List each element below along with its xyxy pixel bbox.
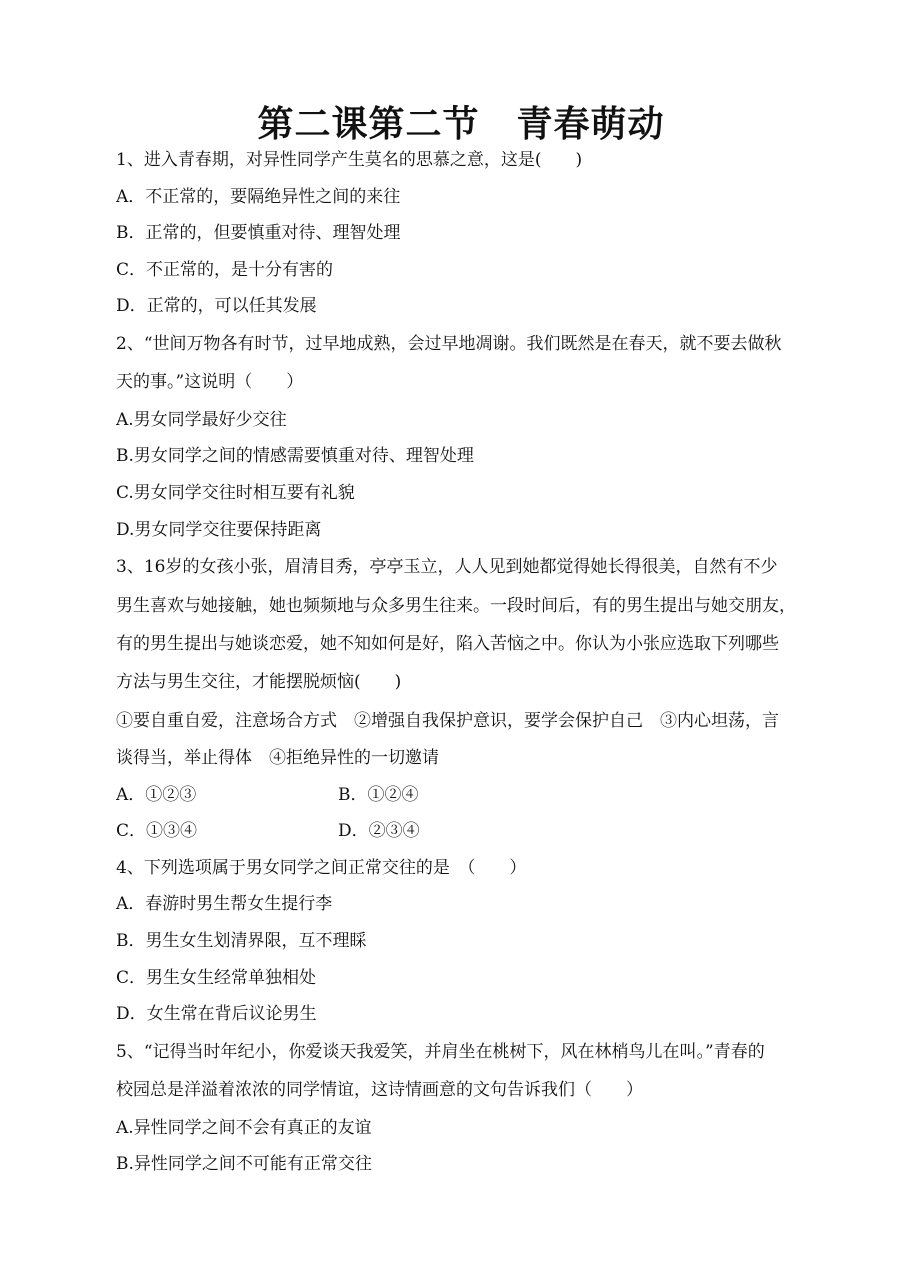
question-2-option-a: A.男女同学最好少交往 bbox=[116, 409, 287, 430]
question-3-option-row-2 bbox=[116, 813, 816, 850]
question-4-stem: 4、下列选项属于男女同学之间正常交往的是 （ ） bbox=[116, 857, 527, 878]
question-3-option-c: C．①③④ bbox=[116, 821, 198, 842]
question-3-stem-line-6: 谈得当，举止得体 ④拒绝异性的一切邀请 bbox=[116, 748, 439, 769]
question-3-stem-line-4: 方法与男生交往，才能摆脱烦恼( ) bbox=[116, 672, 402, 693]
question-4-option-a: A．春游时男生帮女生提行李 bbox=[116, 894, 333, 915]
question-3-stem-line-3: 有的男生提出与她谈恋爱，她不知如何是好，陷入苦恼之中。你认为小张应选取下列哪些 bbox=[116, 633, 779, 654]
question-3-stem-line-5: ①要自重自爱，注意场合方式 ②增强自我保护意识，要学会保护自己 ③内心坦荡，言 bbox=[116, 710, 779, 731]
question-3-stem-line-1: 3、16岁的女孩小张，眉清目秀，亭亭玉立，人人见到她都觉得她长得很美，自然有不少 bbox=[116, 557, 778, 578]
question-2-stem-line-1: 2、“世间万物各有时节，过早地成熟，会过早地凋谢。我们既然是在春天，就不要去做秋 bbox=[116, 333, 782, 354]
question-5-stem-line-2: 校园总是洋溢着浓浓的同学情谊，这诗情画意的文句告诉我们（ ） bbox=[116, 1080, 643, 1101]
question-3-option-d: D．②③④ bbox=[338, 821, 420, 842]
question-4-option-d: D．女生常在背后议论男生 bbox=[116, 1004, 317, 1025]
question-1-option-c: C．不正常的，是十分有害的 bbox=[116, 259, 334, 280]
question-1-option-a: A．不正常的，要隔绝异性之间的来往 bbox=[116, 186, 401, 207]
question-3-option-a: A．①②③ bbox=[116, 784, 197, 805]
question-3-option-row-1 bbox=[116, 777, 816, 814]
question-5-stem-line-1: 5、“记得当时年纪小，你爱谈天我爱笑，并肩坐在桃树下，风在林梢鸟儿在叫。”青春的 bbox=[116, 1041, 765, 1062]
question-1-option-b: B．正常的，但要慎重对待、理智处理 bbox=[116, 223, 401, 244]
question-3-stem-line-2: 男生喜欢与她接触，她也频频地与众多男生往来。一段时间后，有的男生提出与她交朋友， bbox=[116, 595, 796, 616]
question-2-option-d: D.男女同学交往要保持距离 bbox=[116, 519, 322, 540]
question-2-option-c: C.男女同学交往时相互要有礼貌 bbox=[116, 482, 355, 503]
question-5-option-b: B.异性同学之间不可能有正常交往 bbox=[116, 1154, 372, 1175]
question-4-option-b: B．男生女生划清界限，互不理睬 bbox=[116, 931, 367, 952]
question-1-stem: 1、进入青春期，对异性同学产生莫名的思慕之意，这是( ) bbox=[116, 150, 583, 170]
question-3-option-b: B．①②④ bbox=[338, 784, 419, 805]
question-2-stem-line-2: 天的事。”这说明（ ） bbox=[116, 372, 304, 393]
question-4-option-c: C．男生女生经常单独相处 bbox=[116, 967, 317, 988]
question-1-option-d: D．正常的，可以任其发展 bbox=[116, 296, 317, 317]
question-5-option-a: A.异性同学之间不会有真正的友谊 bbox=[116, 1117, 372, 1138]
question-2-option-b: B.男女同学之间的情感需要慎重对待、理智处理 bbox=[116, 446, 474, 467]
page-title: 第二课第二节 青春萌动 bbox=[257, 103, 665, 145]
question-list bbox=[116, 142, 816, 1183]
